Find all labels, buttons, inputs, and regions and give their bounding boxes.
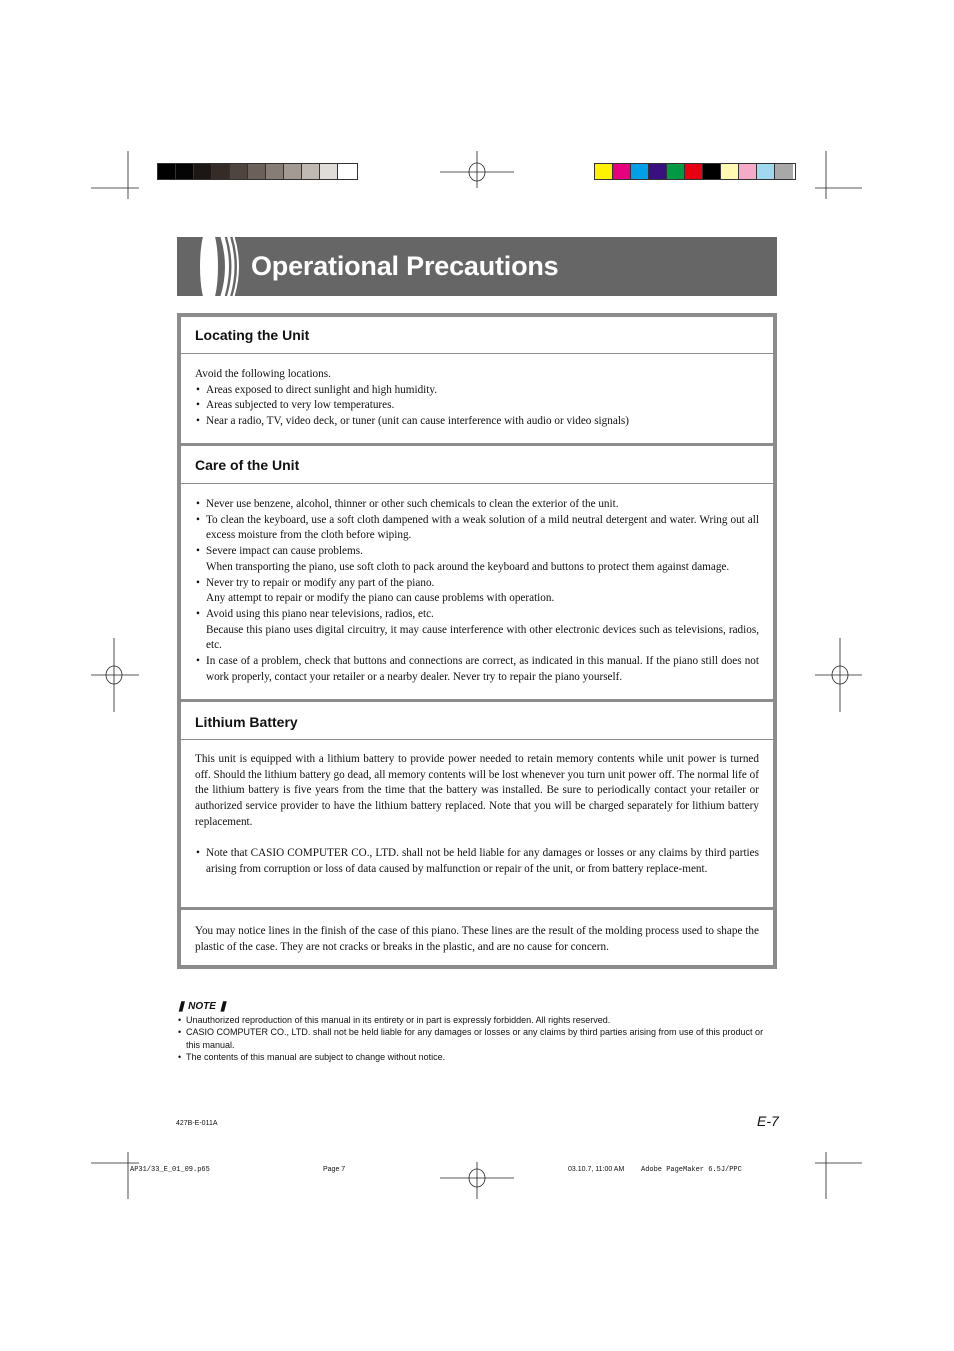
intro-text: Avoid the following locations. (195, 368, 331, 380)
color-swatch (631, 164, 649, 179)
finish-paragraph: You may notice lines in the finish of the case of this piano. These lines are the result of the molding process used to shape the plastic of the case. They are not cracks or breaks in the plastic, and are no cause for concern. (195, 925, 759, 953)
precautions-box (177, 313, 777, 969)
file-name: AP31/33_E_01_09.p65 (130, 1166, 210, 1174)
color-swatch (320, 164, 338, 179)
color-swatch (302, 164, 320, 179)
color-bar (594, 163, 796, 180)
page-title: Operational Precautions (251, 251, 559, 281)
print-date: 03.10.7, 11:00 AM (568, 1166, 625, 1173)
color-swatch (703, 164, 721, 179)
color-swatch (649, 164, 667, 179)
section-heading: Care of the Unit (195, 457, 300, 473)
page-number: E-7 (757, 1113, 779, 1129)
list-item-text: Never use benzene, alcohol, thinner or other such chemicals to clean the exterior of the unit. (206, 498, 619, 510)
color-swatch (194, 164, 212, 179)
list-item: • Areas subjected to very low temperatures. (195, 398, 759, 414)
color-swatch (667, 164, 685, 179)
list-item-text: Avoid using this piano near televisions, radios, etc. (206, 607, 434, 620)
app-name: Adobe PageMaker 6.5J/PPC (641, 1166, 742, 1174)
list-item (195, 497, 759, 513)
section-header-locating (181, 317, 773, 354)
list-item-detail: Because this piano uses digital circuitry, it may cause interference with other electronic devices such as televisions, radios, etc. (206, 623, 759, 652)
note-title: ❚ NOTE ❚ (177, 1001, 228, 1012)
bracket-decoration-icon (177, 237, 247, 296)
section-body-locating (195, 367, 759, 430)
page-label: Page 7 (323, 1166, 346, 1173)
color-swatch (230, 164, 248, 179)
title-banner (177, 237, 777, 296)
note-item: • Unauthorized reproduction of this manual in its entirety or in part is expressly forbidden. All rights reserved. (177, 1014, 779, 1027)
section-header-care (181, 446, 773, 484)
color-swatch (248, 164, 266, 179)
list-item (195, 513, 759, 544)
battery-paragraph: This unit is equipped with a lithium battery to provide power needed to retain memory contents while unit power is turned off. Should the lithium battery go dead, all memory contents will be lost whenever you turn unit power off. The normal life of the lithium battery is five years from the time that the battery was installed. Be sure to periodically contact your retailer or authorized service provider to have the lithium battery replaced. Note that you will be charged separately for lithium battery replacement. (195, 753, 759, 828)
color-swatch (266, 164, 284, 179)
list-item: • Note that CASIO COMPUTER CO., LTD. shall not be held liable for any damages or losses or any claims by third parties arising from corruption or loss of data caused by malfunction or repair of the unit, or from battery replace-ment. (195, 846, 759, 877)
section-body-battery (195, 752, 759, 878)
section-body-care (195, 497, 759, 685)
color-swatch (284, 164, 302, 179)
color-swatch (338, 164, 356, 179)
note-item: • The contents of this manual are subject to change without notice. (177, 1051, 779, 1064)
list-item-detail: When transporting the piano, use soft cloth to pack around the keyboard and buttons to protect them against damage. (206, 560, 730, 573)
section-heading: Lithium Battery (195, 714, 298, 730)
color-swatch (739, 164, 757, 179)
color-swatch (775, 164, 793, 179)
gray-color-bar (157, 163, 358, 180)
color-swatch (212, 164, 230, 179)
document-code: 427B-E-011A (176, 1120, 218, 1127)
list-item (195, 607, 759, 654)
section-body-finish (195, 924, 759, 955)
list-item-text: Never try to repair or modify any part of the piano. (206, 576, 435, 589)
color-swatch (595, 164, 613, 179)
note-section (177, 1001, 779, 1064)
list-item-detail: Any attempt to repair or modify the piano can cause problems with operation. (206, 592, 555, 605)
list-item: • Areas exposed to direct sunlight and high humidity. (195, 383, 759, 399)
list-item (195, 544, 759, 575)
list-item-text: To clean the keyboard, use a soft cloth dampened with a weak solution of a mild neutral detergent and water. Wring out all excess moisture from the cloth before wiping. (206, 513, 759, 542)
list-item-text: Severe impact can cause problems. (206, 545, 363, 558)
section-header-battery (181, 702, 773, 740)
color-swatch (721, 164, 739, 179)
section-divider (181, 907, 773, 910)
color-swatch (158, 164, 176, 179)
note-item: • CASIO COMPUTER CO., LTD. shall not be held liable for any damages or losses or any claims by third parties arising from use of this product or this manual. (177, 1026, 779, 1051)
color-swatch (613, 164, 631, 179)
list-item (195, 654, 759, 685)
list-item (195, 576, 759, 607)
list-item-text: In case of a problem, check that buttons and connections are correct, as indicated in this manual. If the piano still does not work properly, contact your retailer or a nearby dealer. Never try to repair the piano yourself. (206, 655, 759, 683)
list-item: • Near a radio, TV, video deck, or tuner (unit can cause interference with audio or video signals) (195, 414, 759, 430)
color-swatch (757, 164, 775, 179)
color-swatch (176, 164, 194, 179)
color-swatch (685, 164, 703, 179)
section-heading: Locating the Unit (195, 327, 310, 343)
